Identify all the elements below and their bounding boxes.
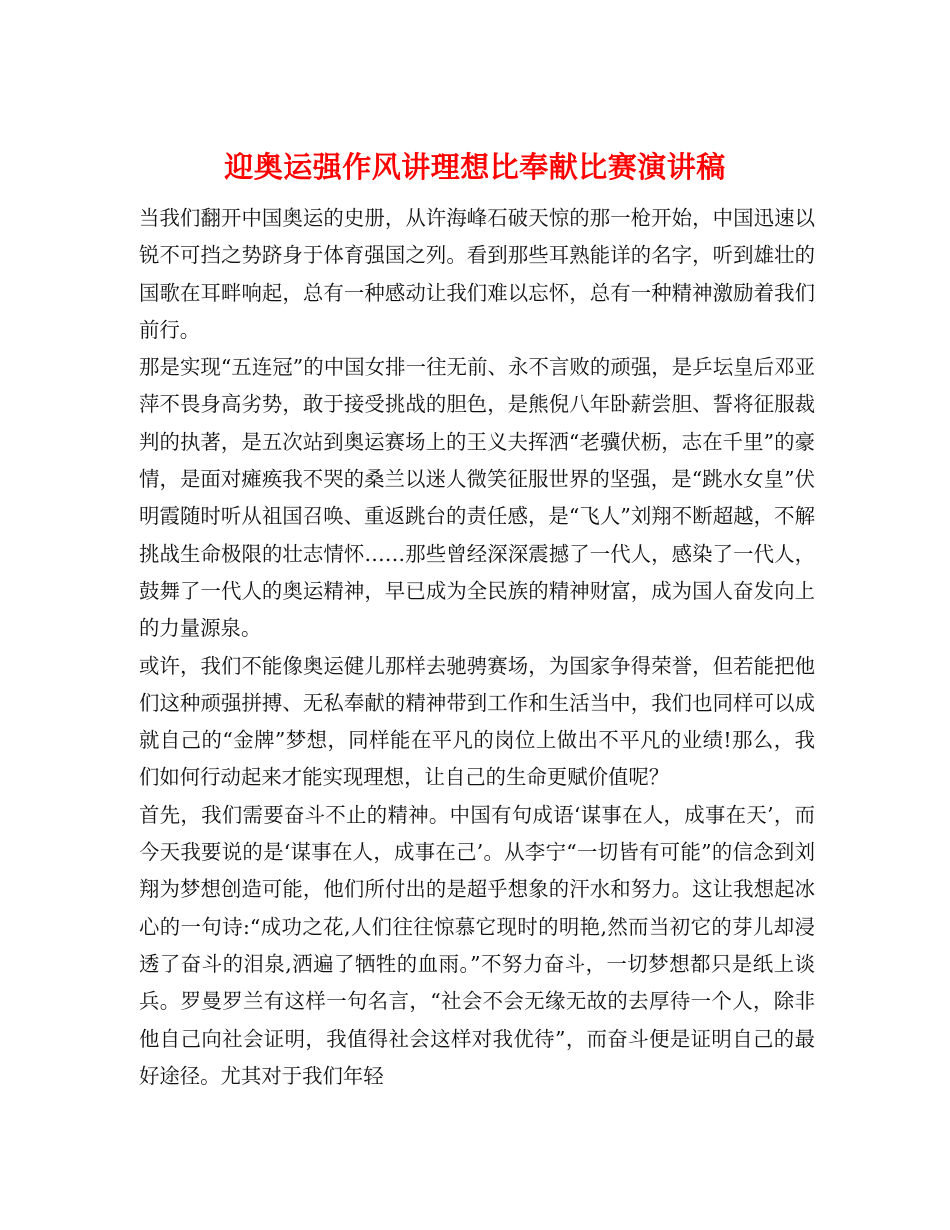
paragraph-1: 当我们翻开中国奥运的史册，从许海峰石破天惊的那一枪开始，中国迅速以锐不可挡之势跻身于体育强国之列。看到那些耳熟能详的名字，听到雄壮的国歌在耳畔响起，总有一种感动让我们难以忘怀，总有一种精神激励着我们前行。 (139, 206, 815, 342)
paragraph-2: 那是实现“五连冠”的中国女排一往无前、永不言败的顽强，是乒坛皇后邓亚萍不畏身高劣势，敢于接受挑战的胆色，是熊倪八年卧薪尝胆、誓将征服裁判的执著，是五次站到奥运赛场上的王义夫挥洒“老骥伏枥，志在千里”的豪情，是面对瘫痪我不哭的桑兰以迷人微笑征服世界的坚强，是“跳水女皇”伏明霞随时听从祖国召唤、重返跳台的责任感，是“飞人”刘翔不断超越，不解挑战生命极限的壮志情怀……那些曾经深深震撼了一代人，感染了一代人，鼓舞了一代人的奥运精神，早已成为全民族的精神财富，成为国人奋发向上的力量源泉。 (139, 355, 815, 641)
document-title: 迎奥运强作风讲理想比奉献比赛演讲稿 (224, 150, 726, 185)
paragraph-4: 首先，我们需要奋斗不止的精神。中国有句成语‘谋事在人，成事在天’，而今天我要说的是‘谋事在人，成事在己’。从李宁“一切皆有可能”的信念到刘翔为梦想创造可能，他们所付出的是超乎想象的汗水和努力。这让我想起冰心的一句诗:“成功之花,人们往往惊慕它现时的明艳,然而当初它的芽儿却浸透了奋斗的泪泉,洒遍了牺牲的血雨。”不努力奋斗，一切梦想都只是纸上谈兵。罗曼罗兰有这样一句名言，“社会不会无缘无故的去厚待一个人，除非他自己向社会证明，我值得社会这样对我优待”，而奋斗便是证明自己的最好途径。尤其对于我们年轻 (139, 802, 815, 1088)
paragraph-3: 或许，我们不能像奥运健儿那样去驰骋赛场，为国家争得荣誉，但若能把他们这种顽强拼搏、无私奉献的精神带到工作和生活当中，我们也同样可以成就自己的“金牌”梦想，同样能在平凡的岗位上做出不平凡的业绩!那么，我们如何行动起来才能实现理想，让自己的生命更赋价值呢？ (139, 653, 815, 790)
document-body (139, 200, 815, 1095)
